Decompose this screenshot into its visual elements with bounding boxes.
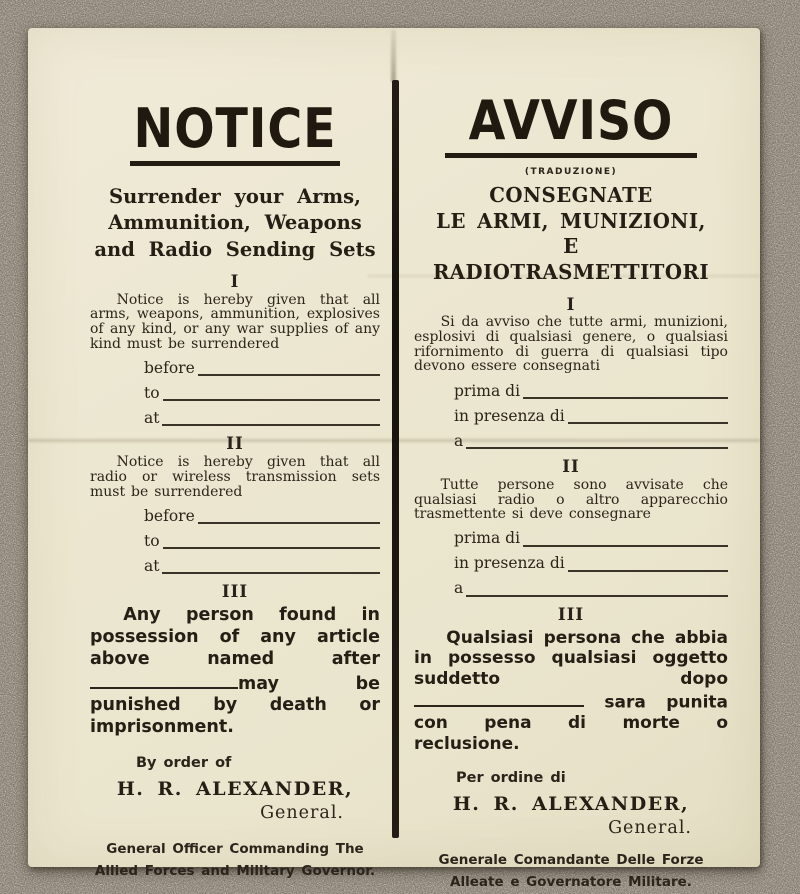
fill-in-fields <box>144 507 380 574</box>
fill-in-fields <box>454 382 728 449</box>
blank-rule <box>198 374 380 376</box>
signatory-title <box>90 839 380 882</box>
fill-in-row <box>144 359 380 376</box>
field-label: a <box>454 579 464 598</box>
fill-in-fields <box>144 359 380 426</box>
penalty-clause <box>414 628 728 755</box>
field-label: in presenza di <box>454 406 565 425</box>
blank-rule <box>162 572 380 574</box>
subtitle-line: LE ARMI, MUNIZIONI, <box>436 208 706 233</box>
blank-rule <box>162 424 380 426</box>
subtitle-line: Ammunition, Weapons <box>108 211 362 235</box>
fill-in-fields <box>454 530 728 597</box>
by-order-line: By order of <box>136 755 232 772</box>
poster-title-english: NOTICE <box>133 97 337 160</box>
signatory-title-line: Generale Comandante Delle Forze <box>438 852 704 869</box>
fill-in-row <box>454 530 728 547</box>
by-order-line: Per ordine di <box>456 770 566 787</box>
blank-rule <box>523 397 728 399</box>
fill-in-row <box>144 507 380 524</box>
signatory-name: H. R. ALEXANDER, <box>452 793 690 816</box>
vertical-fold-crease <box>391 30 396 82</box>
penalty-text-after-blank: may be punished by death or imprisonment. <box>90 673 380 738</box>
center-divider-rule <box>392 80 399 838</box>
penalty-text-before-blank: Any person found in possession of any article above named after <box>90 605 380 669</box>
section-body: Notice is hereby given that all radio or wireless transmission sets must be surrendered <box>90 454 380 500</box>
signatory-title-line: General Officer Commanding The <box>106 841 364 858</box>
subtitle-line: CONSEGNATE <box>489 183 653 207</box>
section-body: Notice is hereby given that all arms, weapons, ammunition, explosives of any kind, or any war supplies of any kind must be surrendered <box>90 291 380 352</box>
subtitle-line: and Radio Sending Sets <box>94 237 376 261</box>
section-numeral: III <box>221 582 249 602</box>
field-label: in presenza di <box>454 554 565 573</box>
poster-title-italian: AVVISO <box>468 89 674 152</box>
english-column <box>90 97 380 882</box>
blank-rule <box>568 570 728 572</box>
signatory-title-line: Allied Forces and Military Governor. <box>94 862 376 879</box>
signatory-title-line: Alleate e Governatore Militare. <box>450 874 692 890</box>
field-label: at <box>144 408 160 427</box>
field-label: at <box>144 556 160 575</box>
field-label: before <box>144 506 195 525</box>
blank-rule <box>163 399 380 401</box>
italian-column <box>414 89 728 894</box>
field-label: to <box>144 383 160 402</box>
title-underline-english <box>130 161 340 166</box>
fill-in-row <box>454 580 728 597</box>
translation-note: (TRADUZIONE) <box>524 167 618 177</box>
subtitle-line: Surrender your Arms, <box>109 185 361 208</box>
title-underline-italian <box>445 153 697 158</box>
signatory-title <box>414 850 728 893</box>
subtitle-italian <box>420 183 721 286</box>
penalty-text-after-blank: sara punita con pena di morte o reclusione. <box>414 692 728 754</box>
fill-in-row <box>144 532 380 549</box>
fill-in-row <box>454 555 728 572</box>
field-label: before <box>144 358 195 377</box>
signatory-rank: General. <box>608 818 692 839</box>
field-label: prima di <box>454 529 521 548</box>
poster-paper <box>28 28 760 890</box>
signatory-name: H. R. ALEXANDER, <box>116 778 354 801</box>
fill-in-row <box>144 557 380 574</box>
section-numeral: I <box>566 294 576 314</box>
subtitle-line: E RADIOTRASMETTITORI <box>432 234 710 284</box>
section-body: Si da avviso che tutte armi, munizioni, esplosivi di qualsiasi genere, o qualsiasi rifornimento di guerra di qualsiasi tipo devono essere consegnati <box>414 314 728 375</box>
section-numeral: III <box>557 604 585 624</box>
section-numeral: II <box>226 434 244 454</box>
fill-in-row <box>144 384 380 401</box>
blank-rule <box>523 545 728 547</box>
blank-rule <box>466 595 728 597</box>
section-numeral: I <box>230 271 240 291</box>
section-numeral: II <box>562 457 580 477</box>
section-body: Tutte persone sono avvisate che qualsiasi radio o altro apparecchio trasmettente si deve consegnare <box>414 476 728 523</box>
field-label: prima di <box>454 381 521 400</box>
fill-in-row <box>144 409 380 426</box>
fill-in-row <box>454 382 728 399</box>
fill-in-row <box>454 407 728 424</box>
blank-rule <box>198 522 380 524</box>
blank-rule-inline <box>414 690 584 707</box>
field-label: a <box>454 431 464 450</box>
fill-in-row <box>454 432 728 449</box>
field-label: to <box>144 531 160 550</box>
signatory-rank: General. <box>260 803 344 824</box>
blank-rule <box>568 422 728 424</box>
penalty-clause <box>90 605 380 739</box>
blank-rule <box>466 447 728 449</box>
subtitle-english <box>90 184 380 263</box>
blank-rule <box>163 547 380 549</box>
blank-rule-inline <box>90 671 238 689</box>
penalty-text-before-blank: Qualsiasi persona che abbia in possesso qualsiasi oggetto suddetto dopo <box>414 627 728 690</box>
